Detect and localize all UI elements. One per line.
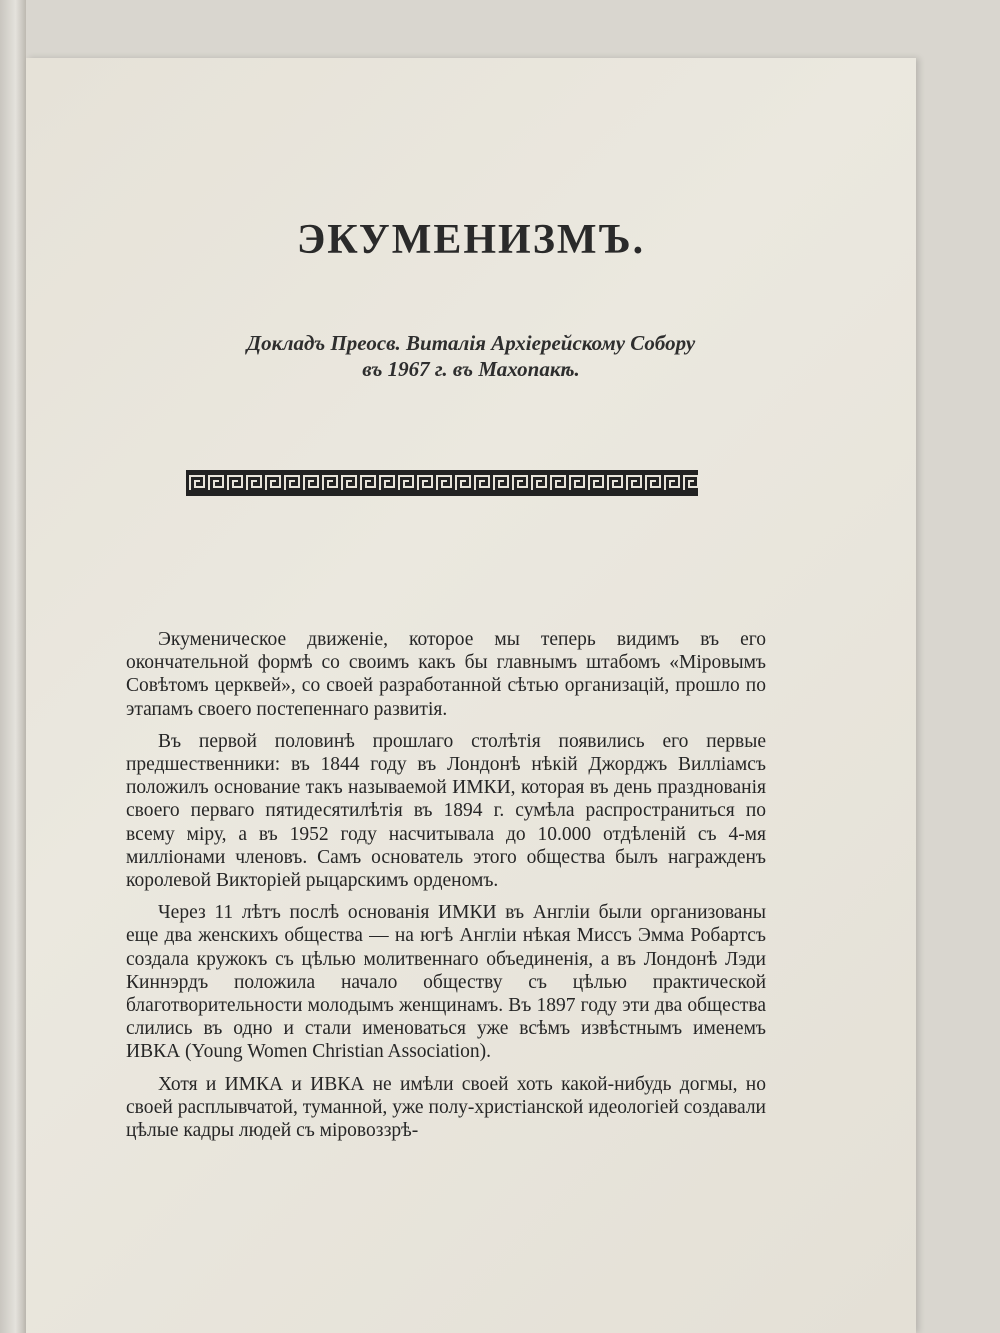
- body-text: [126, 628, 766, 1151]
- subtitle-line-1: Докладъ Преосв. Виталія Архіерейскому Собору: [246, 331, 696, 355]
- document-page: [26, 58, 916, 1333]
- booklet-cover-edge: [0, 0, 26, 1333]
- subtitle: [26, 330, 916, 382]
- paragraph: Через 11 лѣтъ послѣ основанія ИМКИ въ Англіи были организованы еще два женскихъ общества — на югѣ Англіи нѣкая Миссъ Эмма Робартсъ создала кружокъ съ цѣлью молитвеннаго объединенія, а въ Лондонѣ Лэди Киннэрдъ положила начало обществу съ цѣлью практической благотворительности молодымъ женщинамъ. Въ 1897 году эти два общества слились въ одно и стали именоваться уже всѣмъ извѣстнымъ именемъ ИВКА (Young Women Christian Association).: [126, 902, 766, 1063]
- paragraph: Хотя и ИМКА и ИВКА не имѣли своей хоть какой-нибудь догмы, но своей расплывчатой, туманной, уже полу-христіанской идеологіей создавали цѣлые кадры людей съ міровоззрѣ-: [126, 1073, 766, 1142]
- paragraph: Въ первой половинѣ прошлаго столѣтія появились его первые предшественники: въ 1844 году въ Лондонѣ нѣкій Джорджъ Виллiамсъ положилъ основание такъ называемой ИМКИ, которая въ день празднованія своего перваго пятидесятилѣтія въ 1894 г. сумѣла распространиться по всему міру, а въ 1952 году насчитывала до 10.000 отдѣленій съ 4-мя миллiонами членовъ. Самъ основатель этого общества былъ награжденъ королевой Викторіей рыцарскимъ орденомъ.: [126, 730, 766, 892]
- greek-key-ornament: [186, 470, 698, 496]
- paragraph: Экуменическое движеніе, которое мы теперь видимъ въ его окончательной формѣ со своимъ какъ бы главнымъ штабомъ «Міровымъ Совѣтомъ церквей», со своей разработанной сѣтью организацій, прошло по этапамъ своего постепеннаго развитія.: [126, 629, 766, 720]
- subtitle-line-2: въ 1967 г. въ Махопакѣ.: [362, 357, 580, 381]
- page-title: ЭКУМЕНИЗМЪ.: [296, 217, 646, 263]
